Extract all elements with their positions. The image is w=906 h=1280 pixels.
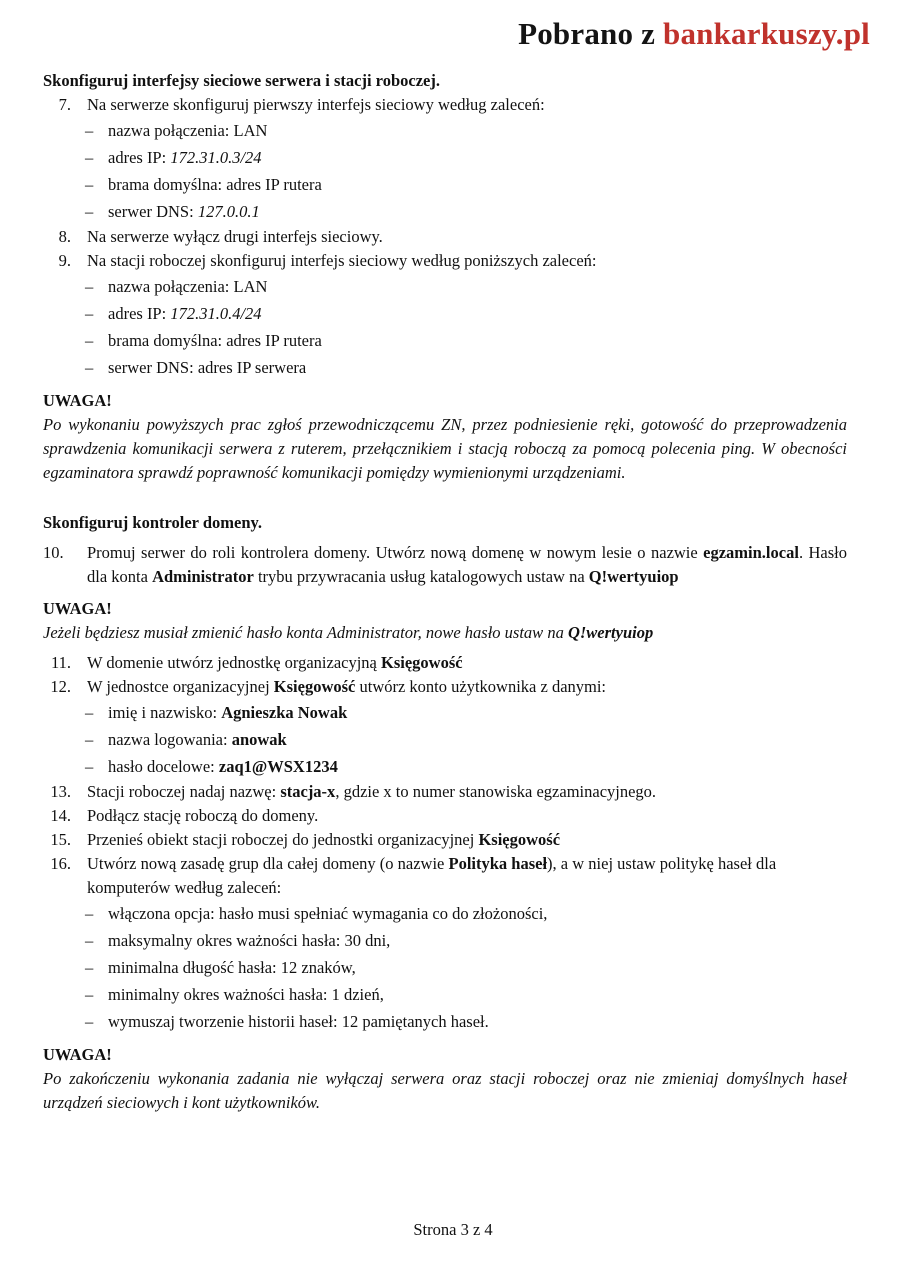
bullet: – nazwa połączenia: LAN xyxy=(85,121,268,140)
bullet: – adres IP: 172.31.0.4/24 xyxy=(85,304,262,323)
task-item-10: 10. Promuj serwer do roli kontrolera domeny. Utwórz nową domenę w nowym lesie o nazwie egzamin.local. Hasło dla konta Administrator trybu przywracania usług katalogowych ustaw na Q!wertyuiop xyxy=(43,543,847,586)
item-number: 10. xyxy=(43,543,64,562)
item-text: Na serwerze wyłącz drugi interfejs sieciowy. xyxy=(87,227,383,246)
section-heading-network: Skonfiguruj interfejsy sieciowe serwera i stacji roboczej. xyxy=(43,71,440,90)
page-content xyxy=(43,69,847,1115)
bullet: – maksymalny okres ważności hasła: 30 dni, xyxy=(85,931,391,950)
item-number: 9. xyxy=(58,251,71,270)
bullet: – serwer DNS: 127.0.0.1 xyxy=(85,202,260,221)
bullet: – minimalny okres ważności hasła: 1 dzień, xyxy=(85,985,384,1004)
item-text: Na stacji roboczej skonfiguruj interfejs sieciowy według poniższych zaleceń: xyxy=(87,251,597,270)
logo-prefix: Pobrano z xyxy=(518,16,664,51)
item-number: 11. xyxy=(50,653,71,672)
task-item-11: 11. W domenie utwórz jednostkę organizacyjną Księgowość xyxy=(43,651,847,675)
bullet: – imię i nazwisko: Agnieszka Nowak xyxy=(85,703,348,722)
warning-text: Jeżeli będziesz musiał zmienić hasło konta Administrator, nowe hasło ustaw na Q!wertyuiop xyxy=(43,623,654,642)
item-number: 8. xyxy=(58,227,71,246)
item-number: 16. xyxy=(50,854,71,873)
site-logo[interactable] xyxy=(518,14,870,54)
warning-title: UWAGA! xyxy=(43,599,112,618)
task-item-7 xyxy=(43,93,847,117)
page-number: Strona 3 z 4 xyxy=(413,1220,493,1239)
warning-title: UWAGA! xyxy=(43,391,112,410)
item-number: 13. xyxy=(50,782,71,801)
warning-text: Po zakończeniu wykonania zadania nie wyłączaj serwera oraz stacji roboczej oraz nie zmieniaj domyślnych haseł urządzeń sieciowych i kont użytkowników. xyxy=(43,1069,847,1112)
warning-text: Po wykonaniu powyższych prac zgłoś przewodniczącemu ZN, przez podniesienie ręki, gotowość do przeprowadzenia sprawdzenia komunikacji serwera z ruterem, przełącznikiem i stacją roboczą za pomocą polecenia ping. W obecności egzaminatora sprawdź poprawność komunikacji pomiędzy wymienionymi urządzeniami. xyxy=(43,415,847,482)
task-item-9 xyxy=(43,249,847,273)
task-item-15: 15. Przenieś obiekt stacji roboczej do jednostki organizacyjnej Księgowość xyxy=(43,828,847,852)
warning-note-3 xyxy=(43,1043,847,1115)
task-item-14: 14. Podłącz stację roboczą do domeny. xyxy=(43,804,847,828)
item-number: 15. xyxy=(50,830,71,849)
bullet: – wymuszaj tworzenie historii haseł: 12 pamiętanych haseł. xyxy=(85,1012,489,1031)
warning-note-2 xyxy=(43,597,847,645)
warning-note-1 xyxy=(43,389,847,485)
item-number: 14. xyxy=(50,806,71,825)
section-heading-domain: Skonfiguruj kontroler domeny. xyxy=(43,513,262,532)
task-item-8 xyxy=(43,225,847,249)
warning-title: UWAGA! xyxy=(43,1045,112,1064)
bullet: – brama domyślna: adres IP rutera xyxy=(85,331,322,350)
task-item-13: 13. Stacji roboczej nadaj nazwę: stacja-x, gdzie x to numer stanowiska egzaminacyjnego. xyxy=(43,780,847,804)
bullet: – nazwa połączenia: LAN xyxy=(85,277,268,296)
bullet: – serwer DNS: adres IP serwera xyxy=(85,358,307,377)
task-item-16: 16. Utwórz nową zasadę grup dla całej domeny (o nazwie Polityka haseł), a w niej ustaw politykę haseł dla komputerów według zaleceń: xyxy=(43,852,847,900)
bullet: – włączona opcja: hasło musi spełniać wymagania co do złożoności, xyxy=(85,904,548,923)
item-number: 7. xyxy=(58,95,71,114)
bullet: – brama domyślna: adres IP rutera xyxy=(85,175,322,194)
task-item-12: 12. W jednostce organizacyjnej Księgowość utwórz konto użytkownika z danymi: xyxy=(43,675,847,699)
bullet: – adres IP: 172.31.0.3/24 xyxy=(85,148,262,167)
bullet: – hasło docelowe: zaq1@WSX1234 xyxy=(85,757,338,776)
item-text: Na serwerze skonfiguruj pierwszy interfejs sieciowy według zaleceń: xyxy=(87,95,545,114)
bullet: – nazwa logowania: anowak xyxy=(85,730,287,749)
logo-brand: bankarkuszy.pl xyxy=(663,16,870,51)
bullet: – minimalna długość hasła: 12 znaków, xyxy=(85,958,356,977)
item-number: 12. xyxy=(50,677,71,696)
